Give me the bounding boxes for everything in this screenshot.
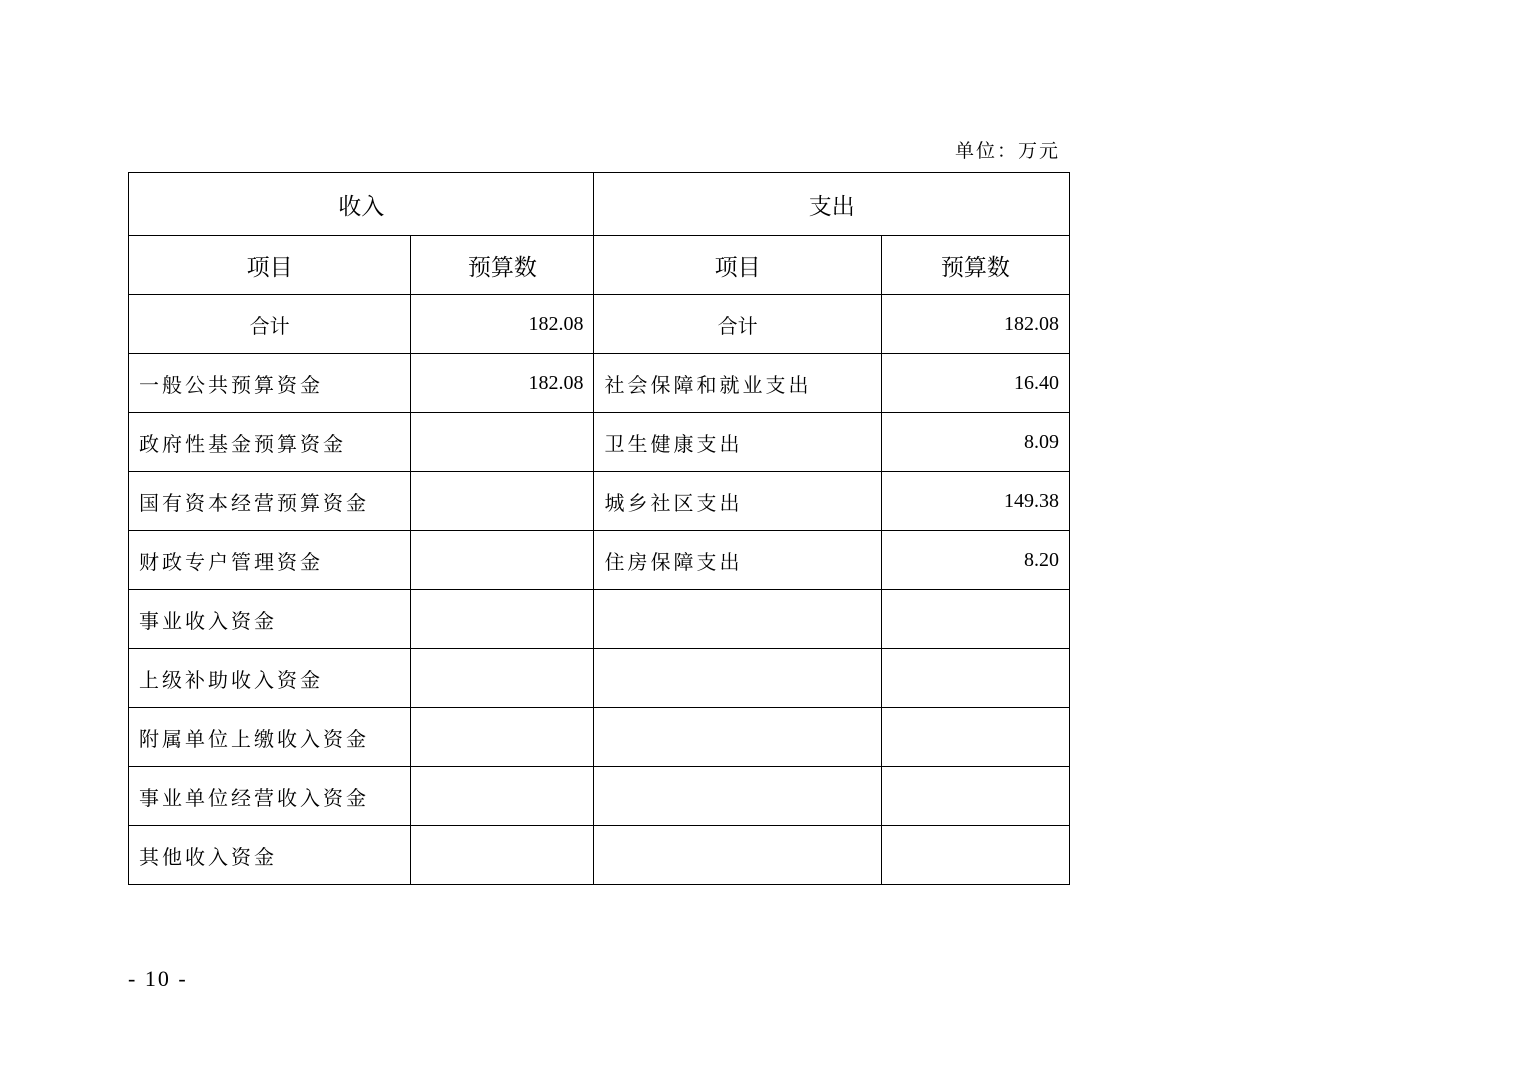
expense-value <box>881 708 1069 767</box>
table-group-header-row <box>129 173 1070 236</box>
table-row <box>129 826 1070 885</box>
income-item: 上级补助收入资金 <box>129 649 411 708</box>
total-row <box>129 295 1070 354</box>
expense-budget-header: 预算数 <box>881 236 1069 295</box>
expense-item <box>594 826 881 885</box>
expense-value <box>881 590 1069 649</box>
income-item: 事业单位经营收入资金 <box>129 767 411 826</box>
expense-item <box>594 649 881 708</box>
income-value: 182.08 <box>411 354 594 413</box>
total-expense-label: 合计 <box>594 295 881 354</box>
expense-item <box>594 708 881 767</box>
expense-header: 支出 <box>594 173 1070 236</box>
table-row <box>129 531 1070 590</box>
expense-item-header: 项目 <box>594 236 881 295</box>
table-column-header-row <box>129 236 1070 295</box>
table-row <box>129 472 1070 531</box>
total-income-value: 182.08 <box>411 295 594 354</box>
table-row <box>129 767 1070 826</box>
expense-value <box>881 826 1069 885</box>
income-value <box>411 472 594 531</box>
expense-item: 卫生健康支出 <box>594 413 881 472</box>
table-row <box>129 413 1070 472</box>
expense-item: 社会保障和就业支出 <box>594 354 881 413</box>
income-item: 一般公共预算资金 <box>129 354 411 413</box>
table-row <box>129 649 1070 708</box>
expense-value: 8.20 <box>881 531 1069 590</box>
total-income-label: 合计 <box>129 295 411 354</box>
income-item-header: 项目 <box>129 236 411 295</box>
income-value <box>411 826 594 885</box>
income-item: 事业收入资金 <box>129 590 411 649</box>
expense-value <box>881 649 1069 708</box>
total-expense-value: 182.08 <box>881 295 1069 354</box>
expense-value: 16.40 <box>881 354 1069 413</box>
income-item: 国有资本经营预算资金 <box>129 472 411 531</box>
expense-item <box>594 767 881 826</box>
income-item: 附属单位上缴收入资金 <box>129 708 411 767</box>
expense-item: 城乡社区支出 <box>594 472 881 531</box>
income-value <box>411 708 594 767</box>
income-item: 政府性基金预算资金 <box>129 413 411 472</box>
income-header: 收入 <box>129 173 594 236</box>
expense-item: 住房保障支出 <box>594 531 881 590</box>
income-item: 其他收入资金 <box>129 826 411 885</box>
expense-value: 8.09 <box>881 413 1069 472</box>
income-value <box>411 413 594 472</box>
income-value <box>411 649 594 708</box>
expense-value: 149.38 <box>881 472 1069 531</box>
income-value <box>411 531 594 590</box>
expense-item <box>594 590 881 649</box>
table-row <box>129 354 1070 413</box>
income-item: 财政专户管理资金 <box>129 531 411 590</box>
table-row <box>129 590 1070 649</box>
income-value <box>411 767 594 826</box>
page-number: - 10 - <box>128 966 188 991</box>
income-value <box>411 590 594 649</box>
budget-table <box>128 172 1070 885</box>
expense-value <box>881 767 1069 826</box>
table-row <box>129 708 1070 767</box>
income-budget-header: 预算数 <box>411 236 594 295</box>
unit-label: 单位：万元 <box>954 140 1060 162</box>
